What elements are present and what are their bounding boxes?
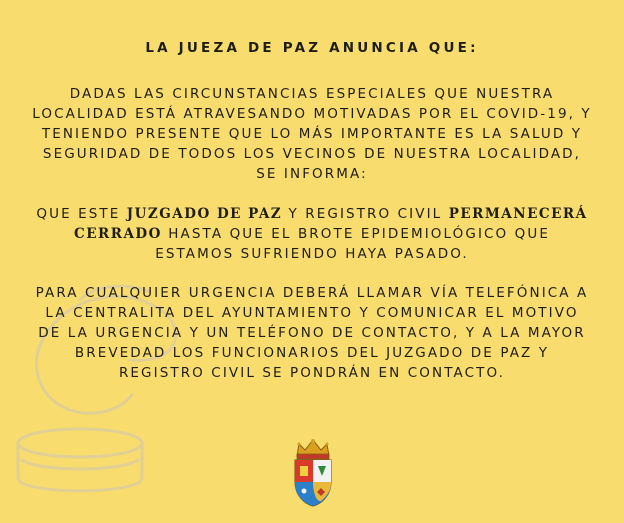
announcement [0,38,624,383]
paragraph-circumstances: DADAS LAS CIRCUNSTANCIAS ESPECIALES QUE NUESTRA LOCALIDAD ESTÁ ATRAVESANDO MOTIVADAS POR EL COVID-19, Y TENIENDO PRESENTE QUE LO MÁS IMPORTANTE ES LA SALUD Y SEGURIDAD DE TODOS LOS VECINOS DE NUESTRA LOCALIDAD, SE INFORMA: [32,86,592,182]
closure-bold-juzgado: JUZGADO DE PAZ [126,206,283,222]
closure-text-2: Y REGISTRO CIVIL [282,206,449,222]
closure-bold-cerrado: PERMANECERÁ CERRADO [73,206,588,242]
coat-of-arms-icon [291,436,335,508]
closure-text-3: HASTA QUE EL BROTE EPIDEMIOLÓGICO QUE ESTAMOS SUFRIENDO HAYA PASADO. [155,226,551,262]
closure-text-1: QUE ESTE [36,206,127,222]
paragraph-closure [32,204,592,264]
paragraph-urgency: PARA CUALQUIER URGENCIA DEBERÁ LLAMAR VÍA TELEFÓNICA A LA CENTRALITA DEL AYUNTAMIENTO Y COMUNICAR EL MOTIVO DE LA URGENCIA Y UN TELÉFONO DE CONTACTO, Y A LA MAYOR BREVEDAD LOS FUNCIONARIOS DEL JUZGADO DE PAZ Y REGISTRO CIVIL SE PONDRÁN EN CONTACTO. [35,285,589,381]
announcement-title: LA JUEZA DE PAZ ANUNCIA QUE: [145,40,479,56]
